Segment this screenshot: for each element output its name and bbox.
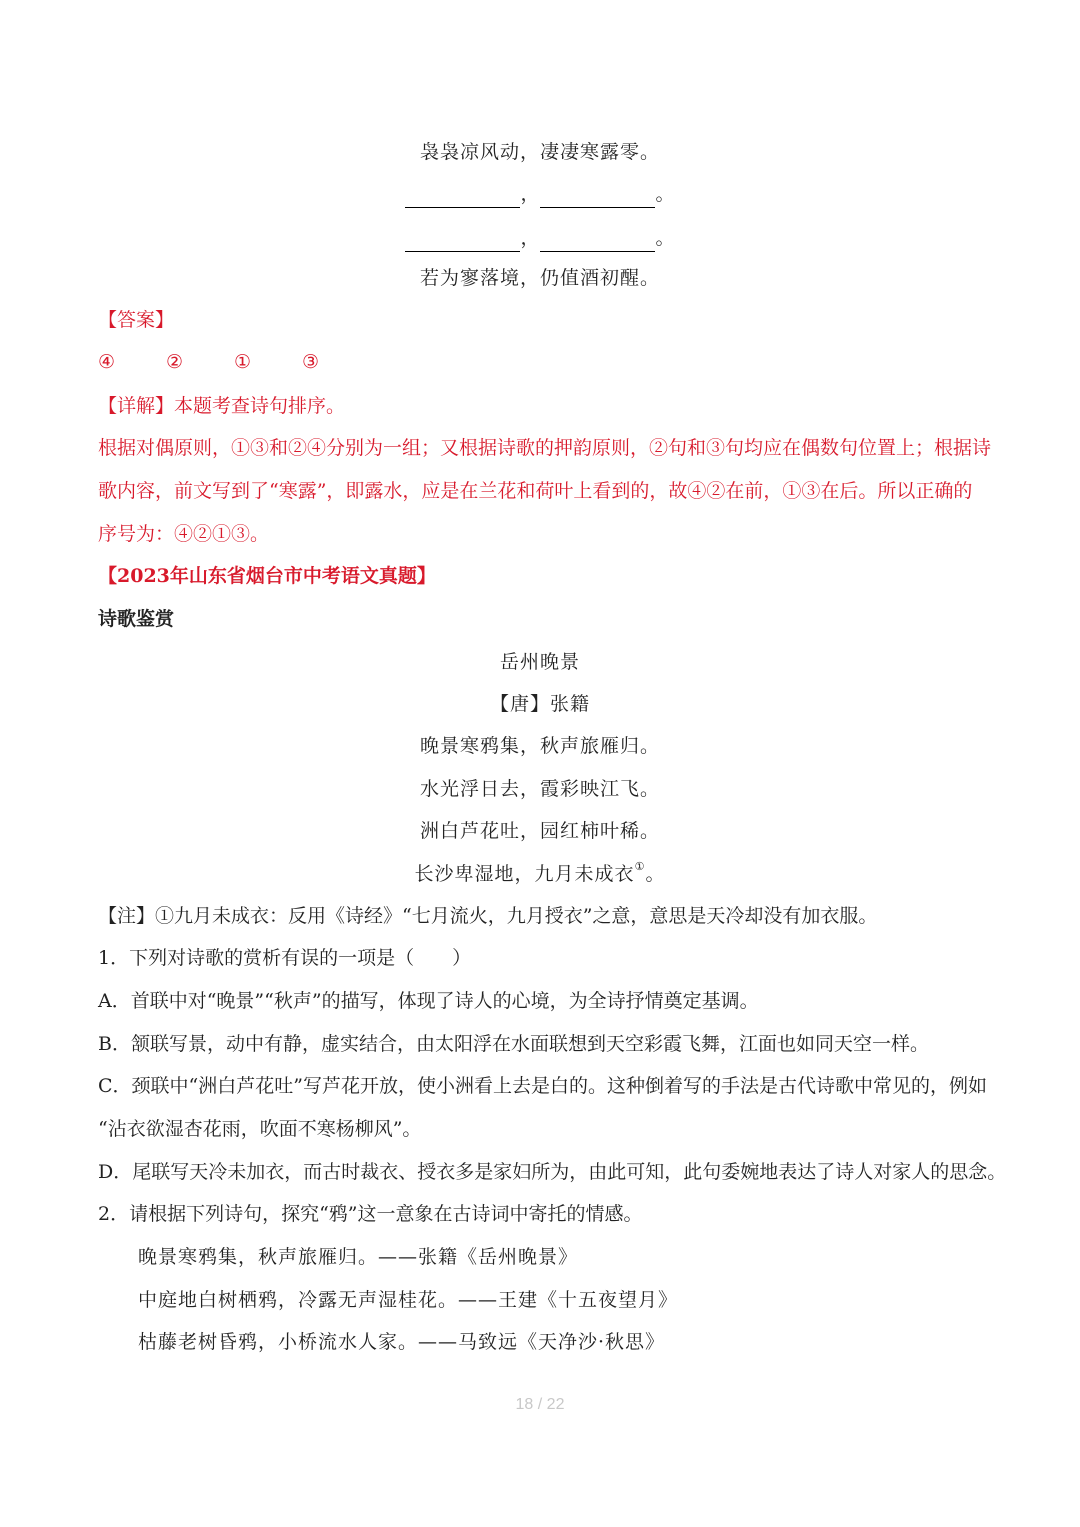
answer-item: ② xyxy=(166,351,184,373)
poem-line: 晚景寒鸦集，秋声旅雁归。 xyxy=(419,735,660,757)
detail-label: 【详解】 xyxy=(98,395,175,417)
detail-heading xyxy=(98,392,345,420)
option-c-continued: “沾衣欲湿杏花雨，吹面不寒杨柳风”。 xyxy=(98,1118,422,1140)
blank xyxy=(405,231,520,252)
answer-sequence xyxy=(98,348,370,376)
poem-title: 岳州晚景 xyxy=(499,651,580,673)
period: 。 xyxy=(655,227,675,249)
poem-note: 【注】①九月未成衣：反用《诗经》“七月流火，九月授衣”之意，意思是天冷却没有加衣服。 xyxy=(98,905,878,927)
poem-line: 水光浮日去，霞彩映江飞。 xyxy=(419,778,660,800)
poem-line-end: 。 xyxy=(645,863,666,885)
blank xyxy=(540,187,655,208)
poem-author: 【唐】张籍 xyxy=(489,693,590,715)
note-marker: ① xyxy=(634,860,646,873)
detail-intro: 本题考查诗句排序。 xyxy=(174,395,346,417)
poem-line: 袅袅凉风动，凄凄寒露零。 xyxy=(419,141,660,163)
question-2-stem: 2．请根据下列诗句，探究“鸦”这一意象在古诗词中寄托的情感。 xyxy=(98,1203,643,1225)
poem-line: 若为寥落境，仍值酒初醒。 xyxy=(419,267,660,289)
page-number: 18 / 22 xyxy=(515,1396,565,1413)
answer-item: ① xyxy=(234,351,252,373)
quote-line: 中庭地白树栖鸦，冷露无声湿桂花。——王建《十五夜望月》 xyxy=(138,1289,679,1311)
quote-line: 枯藤老树昏鸦，小桥流水人家。——马致远《天净沙·秋思》 xyxy=(138,1331,666,1353)
question-1-stem: 1．下列对诗歌的赏析有误的一项是（ ） xyxy=(98,947,472,969)
option-b: B．颔联写景，动中有静，虚实结合，由太阳浮在水面联想到天空彩霞飞舞，江面也如同天空一样。 xyxy=(98,1033,929,1055)
period: 。 xyxy=(655,183,675,205)
option-a: A．首联中对“晚景”“秋声”的描写，体现了诗人的心境，为全诗抒情奠定基调。 xyxy=(98,990,759,1012)
blank xyxy=(405,187,520,208)
detail-paragraph-line: 歌内容，前文写到了“寒露”，即露水，应是在兰花和荷叶上看到的，故④②在前，①③在后。所以正确的 xyxy=(98,480,973,502)
answer-item: ③ xyxy=(302,351,320,373)
quote-line: 晚景寒鸦集，秋声旅雁归。——张籍《岳州晚景》 xyxy=(138,1246,579,1268)
poem-line xyxy=(0,860,1080,888)
fill-blank-row xyxy=(0,224,1080,252)
option-c: C．颈联中“洲白芦花吐”写芦花开放，使小洲看上去是白的。这种倒着写的手法是古代诗歌中常见的，例如 xyxy=(98,1075,987,1097)
detail-paragraph-line: 序号为：④②①③。 xyxy=(98,523,270,545)
blank xyxy=(540,231,655,252)
answer-label: 【答案】 xyxy=(98,309,175,331)
poem-line: 洲白芦花吐，园红柿叶稀。 xyxy=(419,820,660,842)
detail-paragraph-line: 根据对偶原则，①③和②④分别为一组；又根据诗歌的押韵原则，②句和③句均应在偶数句位置上；根据诗 xyxy=(98,437,992,459)
fill-blank-row xyxy=(0,180,1080,208)
answer-item: ④ xyxy=(98,351,116,373)
section-title: 诗歌鉴赏 xyxy=(98,608,175,630)
comma: ， xyxy=(520,183,540,205)
option-d: D．尾联写天冷未加衣，而古时裁衣、授衣多是家妇所为，由此可知，此句委婉地表达了诗人对家人的思念。 xyxy=(98,1161,1007,1183)
exam-title: 【2023年山东省烟台市中考语文真题】 xyxy=(98,565,436,587)
comma: ， xyxy=(520,227,540,249)
poem-line-text: 长沙卑湿地，九月未成衣 xyxy=(414,863,635,885)
